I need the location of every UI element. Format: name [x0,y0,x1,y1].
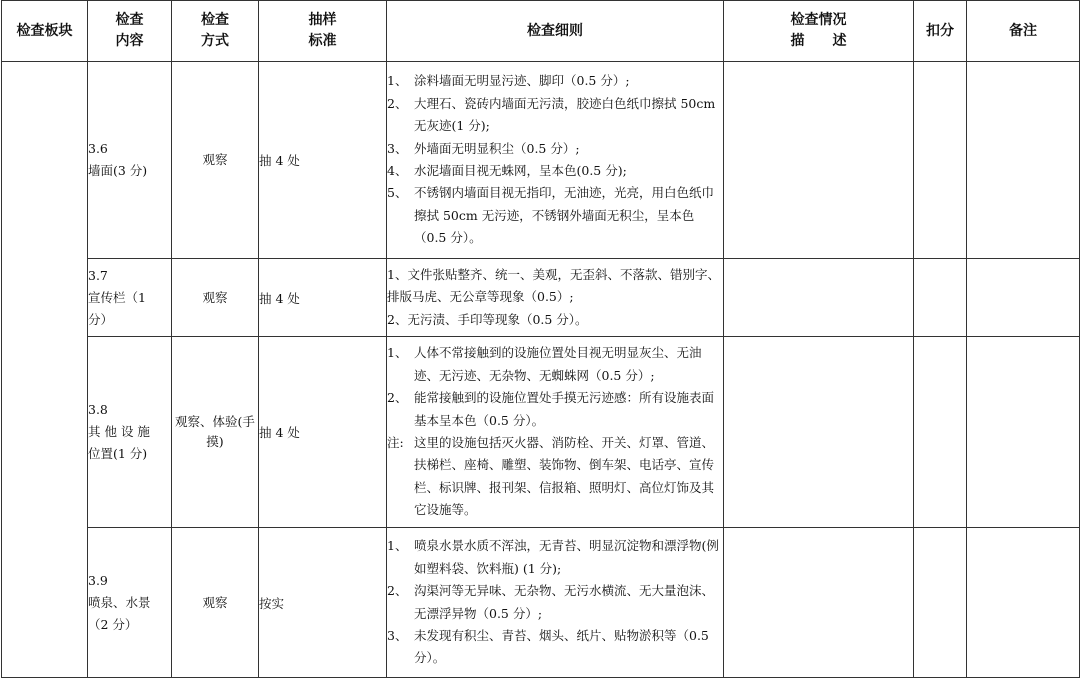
content-line: 其 他 设 施 [88,424,150,439]
method-cell: 观察、体验(手摸) [172,337,259,528]
content-cell [88,337,172,528]
detail-marker: 2、 [387,95,408,111]
detail-marker: 5、 [387,185,408,201]
content-cell [88,62,172,259]
situation-cell[interactable] [724,62,914,259]
detail-line [387,264,723,309]
header-section: 检查板块 [2,1,88,62]
header-content-line: 内容 [115,33,144,49]
detail-marker: 2、 [387,390,408,406]
sampling-cell: 抽 4 处 [259,259,387,337]
deduction-cell[interactable] [914,62,967,259]
inspection-table [1,0,1080,678]
header-content [88,1,172,62]
content-line: 墙面(3 分) [88,163,148,178]
detail-text: 外墙面无明显积尘（0.5 分）; [414,140,580,156]
content-line: 位置(1 分) [88,446,148,461]
detail-text: 能常接触到的设施位置处手摸无污迹感：所有设施表面基本呈本色（0.5 分）。 [414,390,715,428]
header-method [172,1,259,62]
content-line: 3.7 [88,267,108,283]
header-situation [724,1,914,62]
detail-line [387,309,723,331]
header-details: 检查细则 [387,1,724,62]
detail-text: 2、无污渍、手印等现象（0.5 分）。 [387,311,588,327]
sampling-cell: 抽 4 处 [259,337,387,528]
header-sampling-line: 标准 [308,33,337,49]
section-cell [2,62,88,678]
details-cell [387,259,724,337]
situation-cell[interactable] [724,528,914,678]
method-cell: 观察 [172,259,259,337]
details-cell [387,62,724,259]
detail-text: 涂料墙面无明显污迹、脚印（0.5 分）; [414,73,630,89]
header-deduction: 扣分 [914,1,967,62]
detail-line [387,93,723,138]
content-line: 3.9 [88,572,108,588]
detail-line [387,160,723,182]
detail-line [387,580,723,625]
detail-text: 这里的设施包括灭火器、消防栓、开关、灯罩、管道、扶梯栏、座椅、雕塑、装饰物、倒车架、电话亭、宣传栏、标识牌、报刊架、信报箱、照明灯、高位灯饰及其它设施等。 [414,435,715,518]
detail-line [387,432,723,522]
detail-text: 未发现有积尘、青苔、烟头、纸片、贴物淤积等（0.5 分）。 [414,627,709,666]
deduction-cell[interactable] [914,337,967,528]
detail-text: 大理石、瓷砖内墙面无污渍，胶迹白色纸巾擦拭 50cm 无灰迹(1 分); [414,95,716,134]
remarks-cell[interactable] [967,528,1080,678]
header-sampling [259,1,387,62]
detail-line [387,625,723,670]
content-line: 3.8 [88,402,108,417]
remarks-cell[interactable] [967,259,1080,337]
detail-text: 喷泉水景水质不浑浊，无青苔、明显沉淀物和漂浮物(例如塑料袋、饮料瓶) (1 分); [414,538,719,576]
header-row [2,1,1080,62]
header-content-line: 检查 [115,12,144,28]
table-row [2,337,1080,528]
detail-text: 人体不常接触到的设施位置处目视无明显灰尘、无油迹、无污迹、无杂物、无蜘蛛网（0.5 分）; [414,345,702,383]
header-sampling-line: 抽样 [308,12,337,28]
table-row [2,259,1080,337]
detail-line [387,138,723,160]
table-row [2,528,1080,678]
header-remarks: 备注 [967,1,1080,62]
detail-text: 不锈钢内墙面目视无指印，无油迹，光亮，用白色纸巾擦拭 50cm 无污迹，不锈钢外墙面无积尘，呈本色（0.5 分）。 [414,185,715,246]
details-cell [387,528,724,678]
detail-marker: 3、 [387,627,408,643]
details-cell [387,337,724,528]
detail-line [387,70,723,92]
deduction-cell[interactable] [914,259,967,337]
deduction-cell[interactable] [914,528,967,678]
detail-line [387,387,723,432]
detail-marker: 1、 [387,345,408,361]
content-cell [88,528,172,678]
sampling-cell: 抽 4 处 [259,62,387,259]
detail-marker: 3、 [387,140,408,156]
header-situation-line: 检查情况 [790,12,847,28]
detail-marker: 1、 [387,73,408,89]
detail-line [387,342,723,387]
content-line: （2 分） [88,616,138,632]
detail-line [387,535,723,580]
detail-marker: 2、 [387,583,408,599]
detail-text: 1、文件张贴整齐、统一、美观，无歪斜、不落款、错别字、排版马虎、无公章等现象（0.5）; [387,266,720,305]
header-method-line: 方式 [201,33,229,49]
method-cell: 观察 [172,528,259,678]
detail-text: 水泥墙面目视无蛛网，呈本色(0.5 分); [414,163,627,178]
table-row [2,62,1080,259]
detail-text: 沟渠河等无异味、无杂物、无污水横流、无大量泡沫、无漂浮异物（0.5 分）; [414,583,715,621]
content-line: 分） [88,311,114,327]
header-situation-line: 描 述 [790,33,847,49]
content-line: 宣传栏（1 [88,289,146,305]
situation-cell[interactable] [724,337,914,528]
detail-marker: 1、 [387,538,408,554]
detail-line [387,182,723,249]
content-line: 3.6 [88,141,108,156]
situation-cell[interactable] [724,259,914,337]
remarks-cell[interactable] [967,337,1080,528]
method-cell: 观察 [172,62,259,259]
content-line: 喷泉、水景 [88,594,151,610]
remarks-cell[interactable] [967,62,1080,259]
detail-marker: 注: [387,435,404,450]
sampling-cell: 按实 [259,528,387,678]
content-cell [88,259,172,337]
header-method-line: 检查 [201,12,229,28]
detail-marker: 4、 [387,163,408,178]
